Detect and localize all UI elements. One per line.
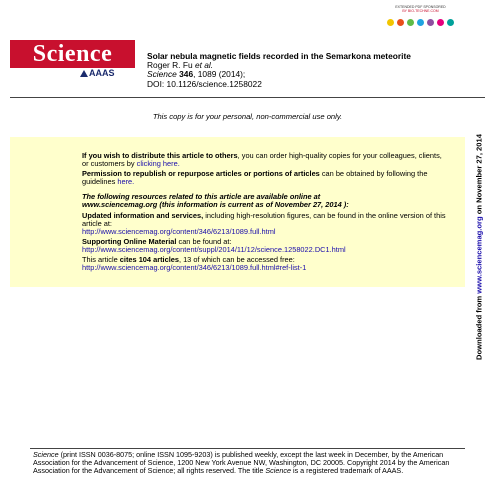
article-authors: Roger R. Fu et al. bbox=[147, 60, 214, 71]
copyright-footer: Science (print ISSN 0036-8075; online ISSN 1095-9203) is published weekly, except the last week in December, by the American Association for the Advancement of Science, 1200 New York Avenue NW, Washington, DC 20005. Copyright 2014 by the American Association for the Advancement of Science; all rights reserved. The title Science is a registered trademark of AAAS. bbox=[33, 450, 450, 475]
clicking-here-link[interactable]: clicking here. bbox=[136, 159, 180, 168]
supplementary-url-link[interactable]: http://www.sciencemag.org/content/suppl/2014/11/12/science.1258022.DC1.html bbox=[82, 245, 346, 254]
article-doi: DOI: 10.1126/science.1258022 bbox=[147, 78, 262, 89]
supplementary-block: Supporting Online Material can be found at: http://www.sciencemag.org/content/suppl/2014/11/12/science.1258022.DC1.html bbox=[82, 238, 447, 254]
sponsor-badge[interactable] bbox=[368, 5, 473, 43]
sponsor-dots bbox=[368, 19, 473, 26]
updated-url-link[interactable]: http://www.sciencemag.org/content/346/6213/1089.full.html bbox=[82, 227, 276, 236]
sciencemag-link[interactable]: www.sciencemag.org bbox=[474, 216, 484, 294]
updated-block: Updated information and services, including high-resolution figures, can be found in the online version of this article at: http://www.sciencemag.org/content/346/6213/1089.full.html bbox=[82, 211, 446, 236]
sponsor-line1: EXTENDED PDF SPONSORED bbox=[395, 5, 446, 9]
cites-url-link[interactable]: http://www.sciencemag.org/content/346/6213/1089.full.html#ref-list-1 bbox=[82, 263, 307, 272]
distribute-block: If you wish to distribute this article to others, you can order high-quality copies for your colleagues, clients, or customers by clicking here. bbox=[82, 151, 442, 168]
download-sidebar bbox=[470, 134, 488, 360]
sponsor-dot bbox=[397, 19, 404, 26]
sponsor-line2: BY BIO-TECHNE.COM bbox=[402, 9, 439, 13]
article-header bbox=[147, 52, 411, 89]
download-notice: Downloaded from www.sciencemag.org on November 27, 2014 bbox=[474, 134, 484, 360]
sponsor-dot bbox=[437, 19, 444, 26]
aaas-triangle-icon bbox=[80, 70, 88, 77]
aaas-logo: AAAS bbox=[80, 68, 115, 78]
article-title: Solar nebula magnetic fields recorded in the Semarkona meteorite bbox=[147, 51, 411, 61]
science-logo[interactable] bbox=[10, 40, 135, 78]
cites-block: This article cites 104 articles, 13 of which can be accessed free: http://www.sciencemag.org/content/346/6213/1089.full.html#ref-list-1 bbox=[82, 256, 447, 272]
permission-block: Permission to republish or repurpose articles or portions of articles can be obtained by following the guidelines here. bbox=[82, 169, 428, 186]
personal-use-note: This copy is for your personal, non-commercial use only. bbox=[152, 112, 343, 121]
guidelines-here-link[interactable]: here. bbox=[117, 177, 135, 186]
sponsor-dot bbox=[387, 19, 394, 26]
science-logo-word: Science bbox=[10, 40, 135, 68]
footer-divider bbox=[30, 448, 465, 449]
sponsor-dot bbox=[417, 19, 424, 26]
resources-block: The following resources related to this article are available online at www.sciencemag.org (this information is current as of November 27, 2014 ): bbox=[82, 192, 349, 209]
sponsor-dot bbox=[407, 19, 414, 26]
sponsor-dot bbox=[427, 19, 434, 26]
article-citation: Science 346, 1089 (2014); bbox=[147, 69, 246, 80]
header-divider bbox=[10, 97, 485, 98]
sponsor-dot bbox=[447, 19, 454, 26]
